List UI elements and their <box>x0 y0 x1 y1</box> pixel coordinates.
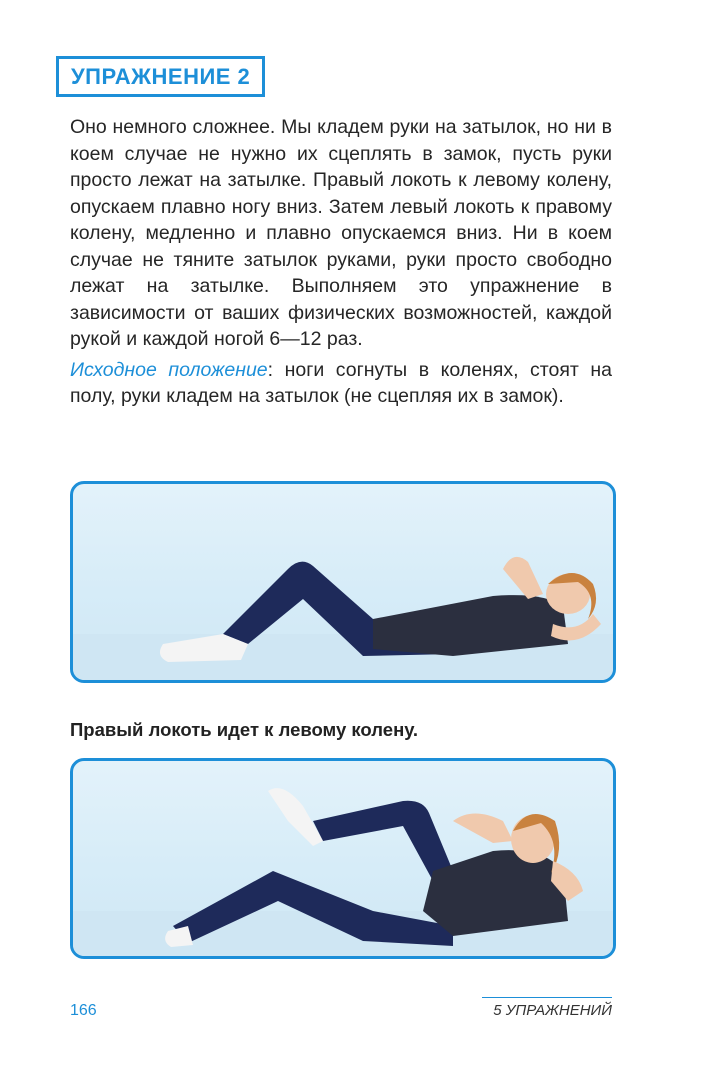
running-title: 5 УПРАЖНЕНИЙ <box>493 1002 612 1019</box>
paragraph-main: Оно немного сложнее. Мы кладем руки на затылок, но ни в коем случае не нужно их сцеплять в замок, пусть руки просто лежат на затылке. Правый локоть к левому колену, опускаем плавно ногу вниз. Затем левый локоть к правому колену, медленно и плавно опускаемся вниз. Ни в коем случае не тяните затылок руками, руки просто свободно лежат на затылке. Выполняем это упражнение в зависимости от ваших физических возможностей, каждой рукой и каждой ногой 6—12 раз. <box>70 116 612 350</box>
paragraph-start-position <box>70 357 612 410</box>
woman-lying-knees-bent-illustration <box>73 484 613 680</box>
page-number: 166 <box>70 1002 97 1019</box>
exercise-heading: УПРАЖНЕНИЕ 2 <box>56 56 265 97</box>
start-position-label: Исходное положение <box>70 358 268 381</box>
exercise-photo-start-position <box>70 481 616 683</box>
photo-caption: Правый локоть идет к левому колену. <box>70 719 419 740</box>
footer-divider <box>482 997 612 998</box>
exercise-description <box>70 114 612 410</box>
start-position-text: : ноги согнуты в коленях, стоят на полу, руки кладем на затылок (не сцепляя их в замок). <box>70 358 612 407</box>
exercise-photo-elbow-to-knee <box>70 758 616 959</box>
woman-crunch-elbow-to-knee-illustration <box>73 761 613 956</box>
